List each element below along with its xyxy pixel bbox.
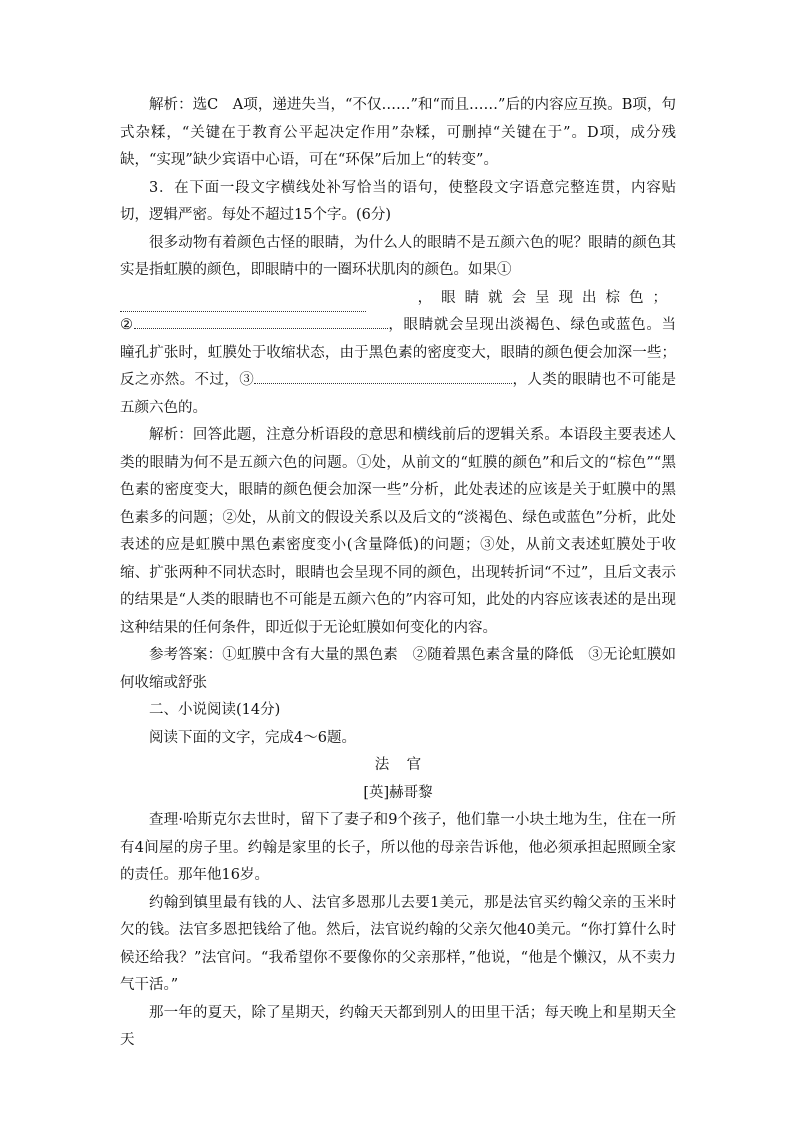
section2-heading: 二、小说阅读(14分) <box>149 702 281 718</box>
section2-instruction: 阅读下面的文字，完成4～6题。 <box>149 729 356 746</box>
passage-blank-2-paragraph <box>120 312 676 422</box>
answer-blank-3[interactable] <box>254 369 512 385</box>
blank-2-marker: ② <box>120 317 134 333</box>
passage-blank-1-line <box>120 285 676 313</box>
q3-answer: 参考答案：①虹膜中含有大量的黑色素 ②随着黑色素含量的降低 ③无论虹膜如何收缩或舒张 <box>120 647 676 691</box>
story-paragraph: 约翰到镇里最有钱的人、法官多恩那儿去要1美元，那是法官买约翰父亲的玉米时欠的钱。法官多恩把钱给了他。然后，法官说约翰的父亲欠他40美元。“你打算什么时候还给我？”法官问。“我希望你不要像你的父亲那样，”他说，“他是个懒汉，从不卖力气干活。” <box>120 894 676 993</box>
document-page <box>120 92 676 1055</box>
passage-after-blank-3: ，人类的眼睛也不可能是五颜六色的。 <box>120 372 677 416</box>
passage-after-blank-2: ，眼睛就会呈现出淡褐色、绿色或蓝色。当瞳孔扩张时，虹膜处于收缩状态，由于黑色素的密度变大，眼睛的颜色便会加深一些；反之亦然。不过，③ <box>120 317 677 388</box>
q3-analysis: 解析：回答此题，注意分析语段的意思和横线前后的逻辑关系。本语段主要表述人类的眼睛为何不是五颜六色的问题。①处，从前文的“虹膜的颜色”和后文的“棕色”“黑色素的密度变大，眼睛的颜色便会加深一些”分析，此处表述的应该是关于虹膜中的黑色素多的问题；②处，从前文的假设关系以及后文的“淡褐色、绿色或蓝色”分析，此处表述的应是虹膜中黑色素密度变小(含量降低)的问题；③处，从前文表述虹膜处于收缩、扩张两种不同状态时，眼睛也会呈现不同的颜色，出现转折词“不过”，且后文表示的结果是“人类的眼睛也不可能是五颜六色的”内容可知，此处的内容应该表述的是出现这种结果的任何条件，即近似于无论虹膜如何变化的内容。 <box>120 427 676 636</box>
passage-after-blank-1: ，眼睛就会呈现出棕色； <box>417 289 676 306</box>
story-title: 法官 <box>374 757 439 773</box>
passage-intro: 很多动物有着颜色古怪的眼睛，为什么人的眼睛不是五颜六色的呢？眼睛的颜色其实是指虹膜的颜色，即眼睛中的一圈环状肌肉的颜色。如果① <box>120 234 676 278</box>
story-paragraph: 查理·哈斯克尔去世时，留下了妻子和9个孩子，他们靠一小块土地为生，住在一所有4间屋的房子里。约翰是家里的长子，所以他的母亲告诉他，他必须承担起照顾全家的责任。那年他16岁。 <box>120 812 676 883</box>
q3-stem: 3．在下面一段文字横线处补写恰当的语句，使整段文字语意完整连贯，内容贴切，逻辑严密。每处不超过15个字。(6分) <box>120 179 676 223</box>
answer-blank-1[interactable] <box>120 297 366 313</box>
story-author: [英]赫哥黎 <box>363 784 433 801</box>
story-paragraph: 那一年的夏天，除了星期天，约翰天天都到别人的田里干活；每天晚上和星期天全天 <box>120 1004 676 1048</box>
q2-analysis: 解析：选C A项，递进失当，“不仅……”和“而且……”后的内容应互换。B项，句式杂糅，“关键在于教育公平起决定作用”杂糅，可删掉“关键在于”。D项，成分残缺，“实现”缺少宾语中心语，可在“环保”后加上“的转变”。 <box>120 97 676 168</box>
answer-blank-2[interactable] <box>134 314 388 330</box>
